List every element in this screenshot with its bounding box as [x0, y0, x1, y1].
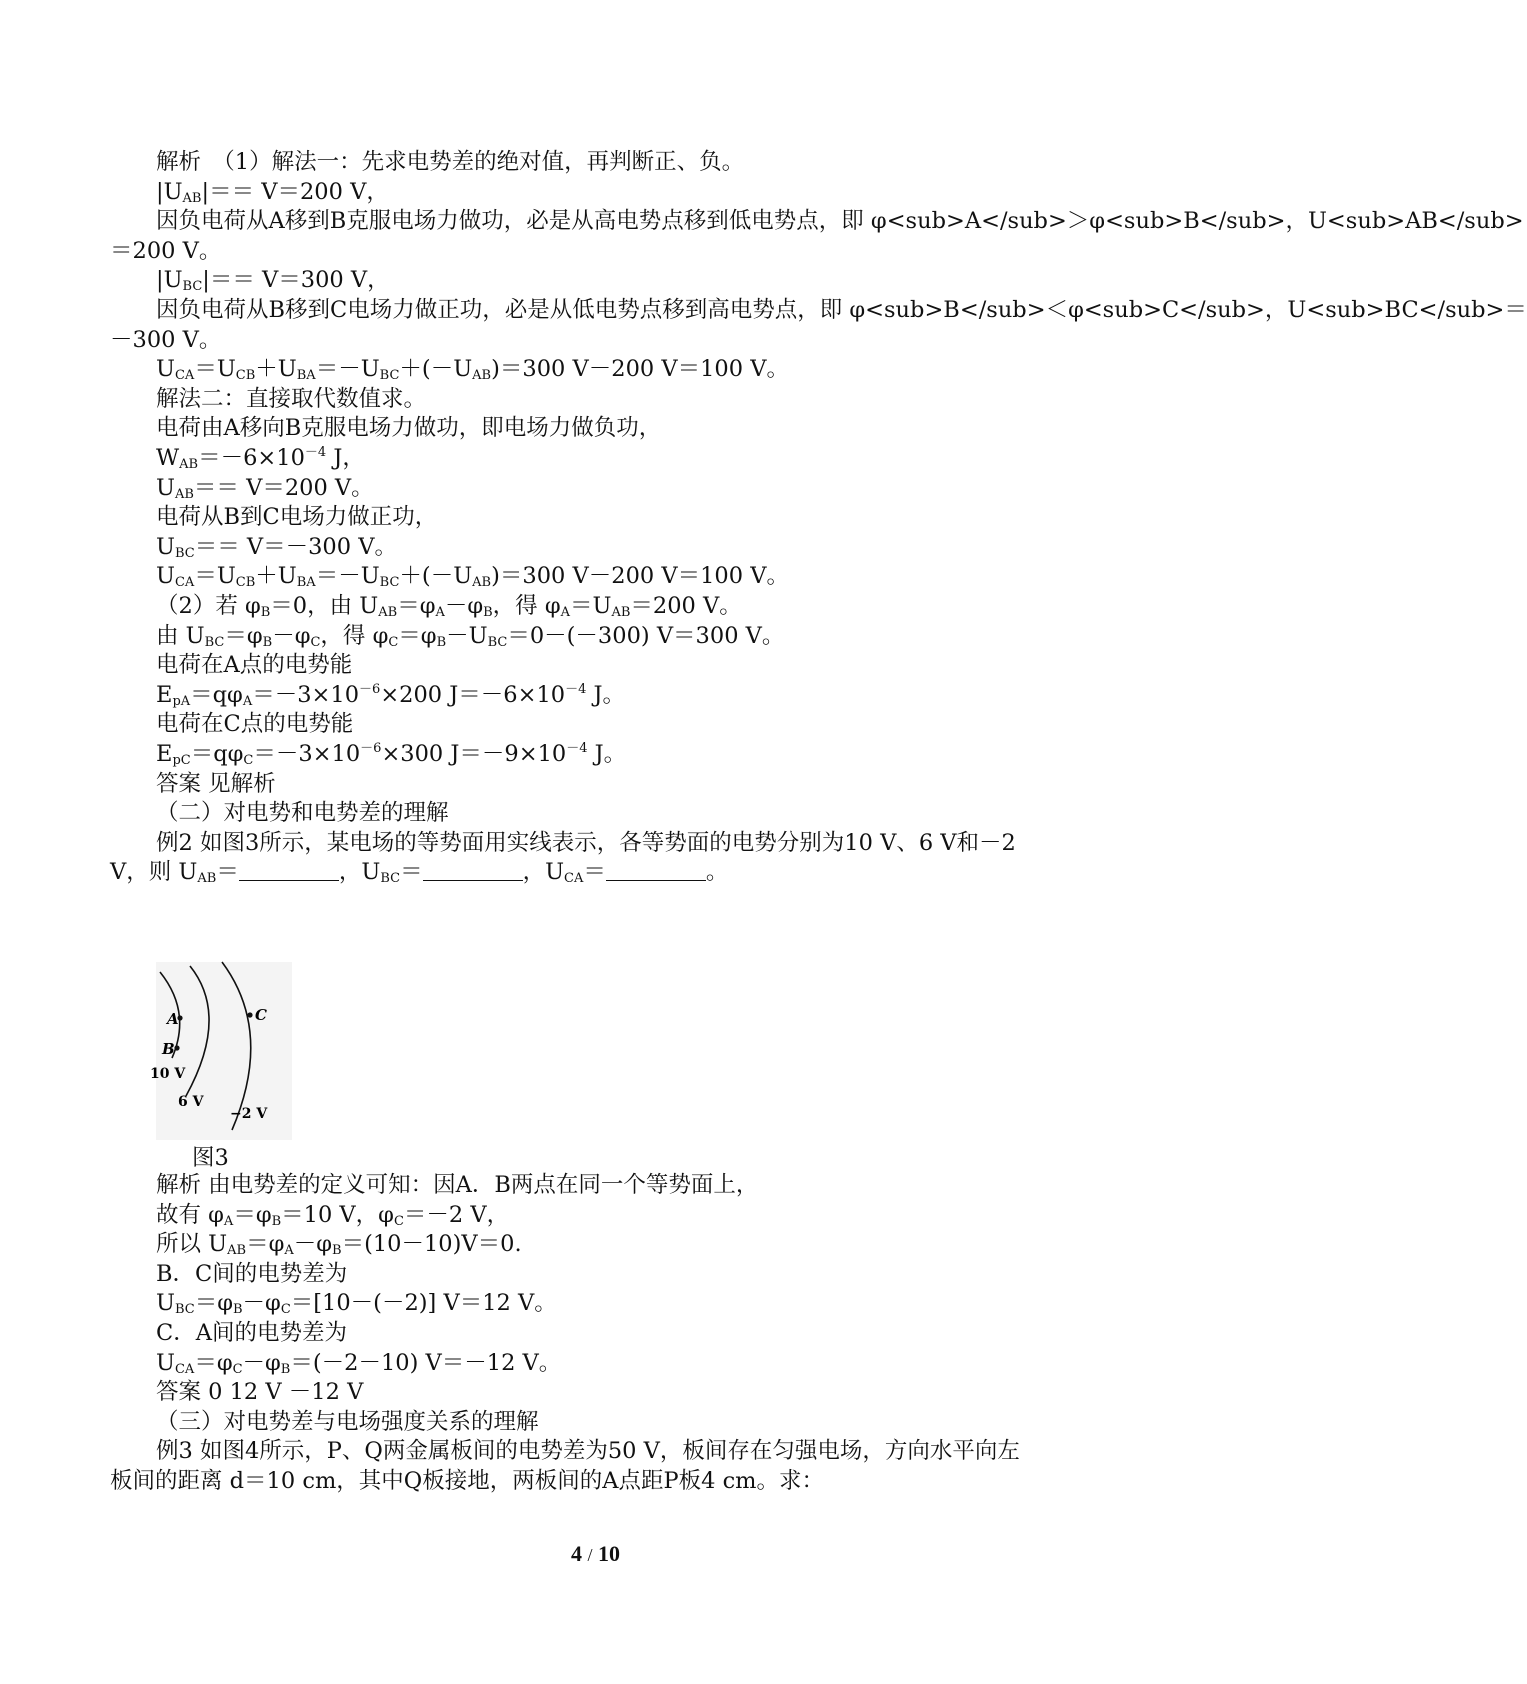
text-line: 例3 如图4所示，P、Q两金属板间的电势差为50 V，板间存在匀强电场，方向水平向左 [156, 1438, 1020, 1465]
text-line: ＝200 V。 [110, 237, 222, 264]
text-line: $E_{pC}=q\varphi_C=-3\times 10^{-6}\times 300$ $J=-9\times 10^{-4}$ J。 [156, 741, 627, 768]
point-c-dot [247, 1012, 252, 1017]
figure-background [156, 962, 292, 1140]
point-c-label: C [255, 1006, 267, 1024]
text-line: 答案 见解析 [156, 770, 276, 797]
text-line: －300 V。 [110, 326, 222, 353]
figure-caption: 图3 [192, 1145, 229, 1171]
text-line: （二）对电势和电势差的理解 [156, 800, 449, 827]
text-line: 电荷由A移向B克服电场力做功，即电场力做负功， [156, 415, 662, 442]
text-line: 因负电荷从A移到B克服电场力做功，必是从高电势点移到低电势点，即 φ<sub>A</sub>＞φ<sub>B</sub>，U<sub>AB</sub> [156, 208, 1524, 235]
text-line: 解法二：直接取代数值求。 [156, 385, 427, 412]
text-line: C．A间的电势差为 [156, 1320, 347, 1346]
text-line: 解析 （1）解法一：先求电势差的绝对值，再判断正、负。 [156, 149, 745, 175]
page-separator: / [587, 1545, 593, 1565]
text-line: $U_{BC}== V=-300$ V。 [156, 533, 397, 561]
point-b-label: B [162, 1040, 175, 1058]
text-line: 电荷在A点的电势能 [156, 652, 353, 679]
text-line: 故有 $\varphi_A=\varphi_B=10$ V，$\varphi_C=-2$ V， [156, 1201, 510, 1229]
potential-label-6v: 6 V [178, 1094, 204, 1110]
text-line: 因负电荷从B移到C电场力做正功，必是从低电势点移到高电势点，即 φ<sub>B</sub>＜φ<sub>C</sub>，U<sub>BC</sub>＝ [156, 297, 1527, 323]
text-line: 板间的距离 d＝10 cm，其中Q板接地，两板间的A点距P板4 cm。求： [110, 1468, 825, 1494]
text-line: （2）若 $\varphi_B=0$，由 $U_{AB}=\varphi_A-\varphi_B$，得 $\varphi_A=U_{AB}=200$ V。 [156, 593, 742, 620]
potential-label-minus2v: −2 V [230, 1106, 268, 1122]
text-line: 答案 0 12 V －12 V [156, 1379, 364, 1406]
potential-label-10v: 10 V [150, 1066, 186, 1082]
text-line: 所以 $U_{AB}=\varphi_A-\varphi_B=(10-10)V=0$. [156, 1231, 522, 1259]
text-line: $|U_{AB}|== V=200$ V， [156, 178, 389, 206]
text-line: $E_{pA}=q\varphi_A=-3\times 10^{-6}\times 200$ $J=-6\times 10^{-4}$ J。 [156, 681, 626, 709]
text-line: V，则 $U_{AB}=$ ，$U_{BC}=$ ，$U_{CA}=$ 。 [110, 859, 729, 887]
text-line: 电荷在C点的电势能 [156, 711, 354, 738]
text-line: $U_{CA}=U_{CB}+U_{BA}=-U_{BC}+(-U_{AB})=300$ V－200 V＝100 V。 [156, 563, 789, 591]
point-a-label: A [167, 1010, 179, 1028]
text-line: $U_{CA}=\varphi_C-\varphi_B=(-2-10)$ V＝－12 V。 [156, 1349, 562, 1377]
point-b-dot [174, 1045, 179, 1050]
text-line: 例2 如图3所示，某电场的等势面用实线表示，各等势面的电势分别为10 V、6 V和－2 [156, 829, 1016, 856]
text-line: $U_{BC}=\varphi_B-\varphi_C=[10-(-2)]$ V＝12 V。 [156, 1290, 557, 1318]
text-line: 由 $U_{BC}=\varphi_B-\varphi_C$，得 $\varphi_C=\varphi_B-U_{BC}=0-(-300)$ V＝300 V。 [156, 622, 785, 650]
text-line: （三）对电势差与电场强度关系的理解 [156, 1408, 539, 1435]
page-total: 10 [598, 1541, 620, 1566]
page-current: 4 [570, 1541, 582, 1566]
page-number [0, 1541, 1191, 1567]
text-line: $W_{AB}=-6\times 10^{-4}$ J， [156, 445, 365, 472]
text-line: $|U_{BC}|== V=300$ V， [156, 267, 390, 295]
equipotential-diagram [150, 962, 292, 1140]
text-line: 解析 由电势差的定义可知：因A．B两点在同一个等势面上， [156, 1172, 759, 1198]
equipotential-figure [150, 962, 292, 1140]
text-line: $U_{CA}=U_{CB}+U_{BA}=-U_{BC}+(-U_{AB})=300$ V－200 V＝100 V。 [156, 356, 789, 384]
text-line: B．C间的电势差为 [156, 1260, 348, 1287]
text-line: 电荷从B到C电场力做正功， [156, 504, 438, 531]
text-line: $U_{AB}== V=200$ V。 [156, 474, 374, 502]
